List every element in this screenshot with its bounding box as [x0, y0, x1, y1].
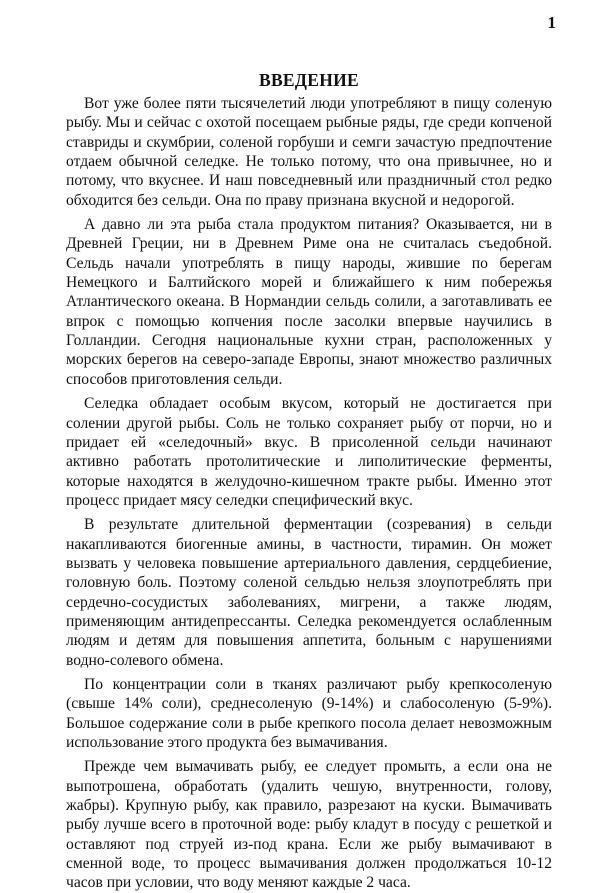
- paragraph-salt-concentration: По концентрации соли в тканях различают рыбу крепкосоленую (свыше 14% соли), среднесоленую (9-14%) и слабосоленую (5-9%). Большое содержание соли в рыбе крепкого посола делает невозможным использование этого продукта без вымачивания.: [66, 675, 552, 751]
- paragraph-soaking: Прежде чем вымачивать рыбу, ее следует промыть, а если она не выпотрошена, обработать (удалить чешую, внутренности, голову, жабры). Крупную рыбу, как правило, разрезают на куски. Вымачивать рыбу лучше всего в проточной воде: рыбу кладут в посуду с решеткой и оставляют под струей из-под крана. Если же рыбу вымачивают в сменной воде, то процесс вымачивания должен продолжаться 10-12 часов при условии, что воду меняют каждые 2 часа.: [66, 758, 552, 892]
- paragraph-intro: Вот уже более пяти тысячелетий люди употребляют в пищу соленую рыбу. Мы и сейчас с охотой посещаем рыбные ряды, где среди копченой ставриды и скумбрии, соленой горбуши и семги зачастую предпочтение отдаем обычной селедке. Не только потому, что она привычнее, но и потому, что вкуснее. И наш повседневный или праздничный стол редко обходится без сельди. Она по праву признана вкусной и недорогой.: [66, 95, 552, 209]
- paragraph-fermentation: В результате длительной ферментации (созревания) в сельди накапливаются биогенные амины, в частности, тирамин. Он может вызвать у человека повышение артериального давления, сердцебиение, головную боль. Поэтому соленой сельдью нельзя злоупотреблять при сердечно-сосудистых заболеваниях, мигрени, а также людям, применяющим антидепрессанты. Селедка рекомендуется ослабленным людям и детям для повышения аппетита, больным с нарушениями водно-солевого обмена.: [66, 516, 552, 669]
- paragraph-history: А давно ли эта рыба стала продуктом питания? Оказывается, ни в Древней Греции, ни в Древнем Риме она не считалась съедобной. Сельдь начали употреблять в пищу народы, жившие по берегам Немецкого и Балтийского морей и ближайшего к ним побережья Атлантического океана. В Нормандии сельдь солили, а заготавливать ее впрок с помощью копчения после засолки впервые научились в Голландии. Сегодня национальные кухни стран, расположенных у морских берегов на северо-западе Европы, знают множество различных способов приготовления сельди.: [66, 216, 552, 388]
- page-content: [66, 68, 552, 893]
- section-title: ВВЕДЕНИЕ: [258, 70, 360, 90]
- page-number: 1: [547, 13, 556, 32]
- paragraph-taste: Селедка обладает особым вкусом, который не достигается при солении другой рыбы. Соль не только сохраняет рыбу от порчи, но и придает ей «селедочный» вкус. В присоленной сельди начинают активно работать протолитические и липолитические ферменты, которые находятся в желудочно-кишечном тракте рыбы. Именно этот процесс придает мясу селедки специфический вкус.: [66, 395, 552, 509]
